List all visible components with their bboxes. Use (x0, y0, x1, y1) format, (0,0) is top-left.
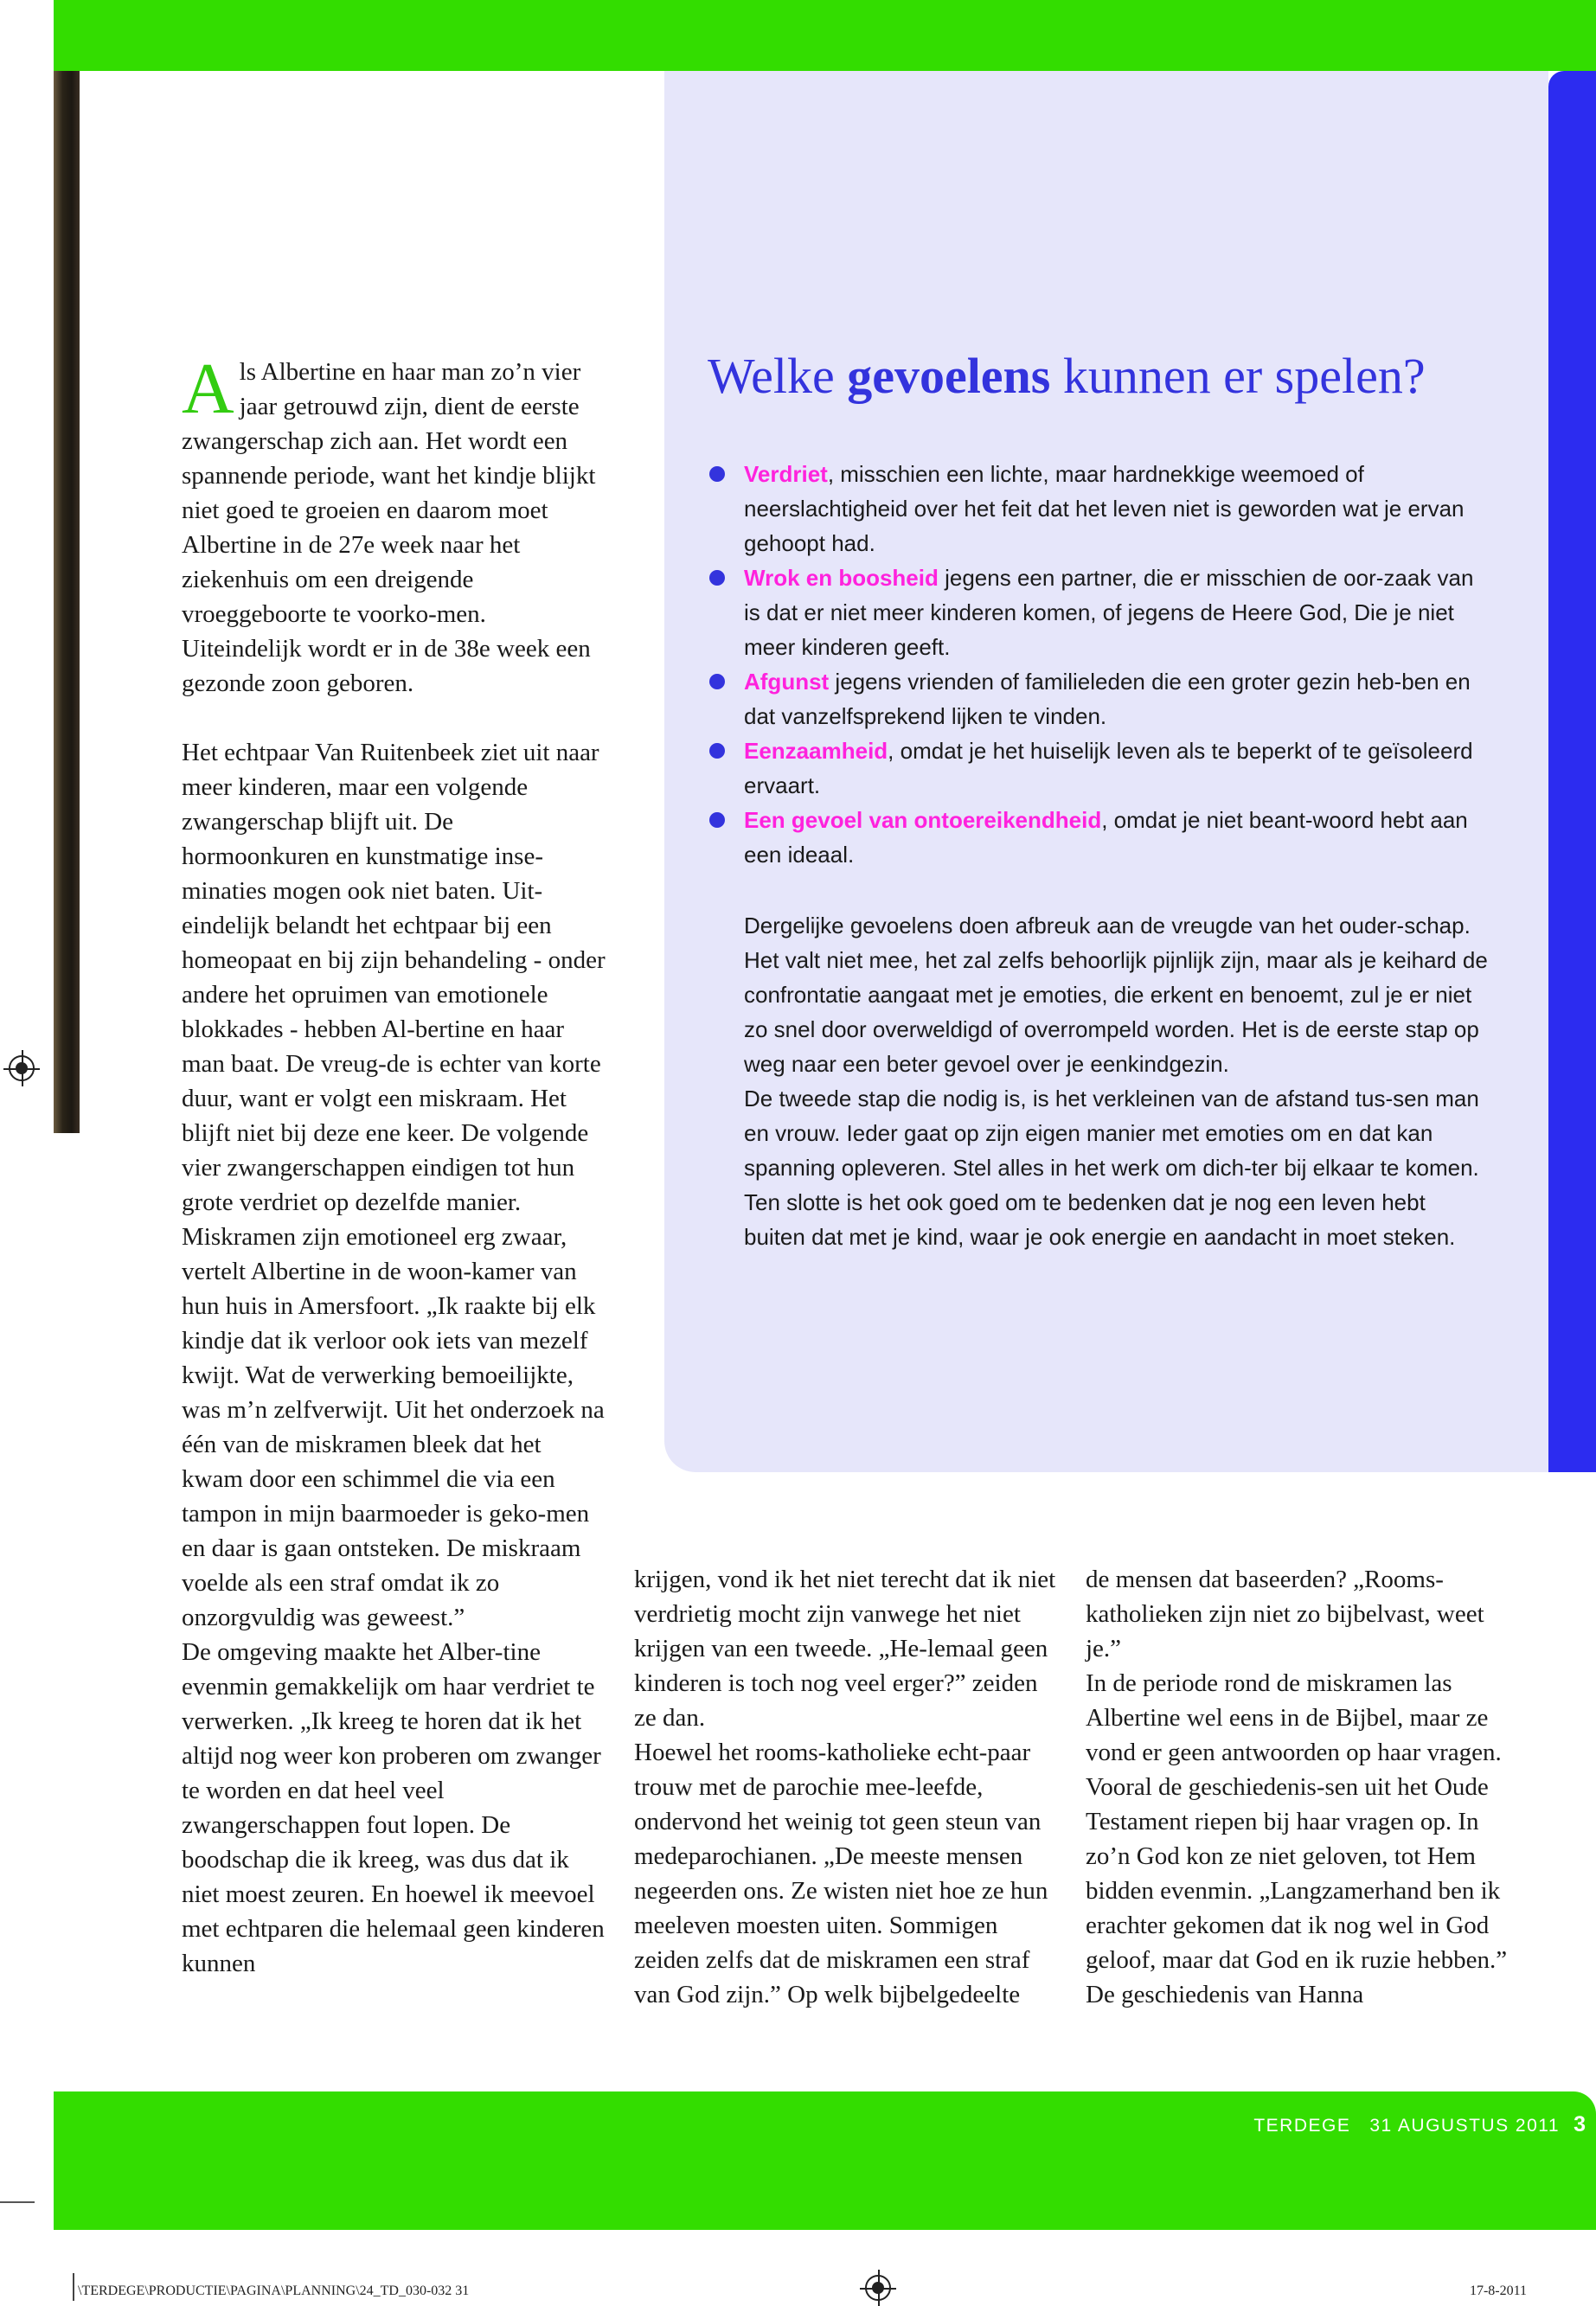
drop-cap: A (182, 349, 234, 429)
list-item: Eenzaamheid, omdat je het huiselijk leven als te beperkt of te geïsoleerd ervaart. (709, 733, 1488, 803)
registration-mark-icon (865, 2275, 891, 2301)
bullet-icon (709, 674, 725, 689)
body-paragraph: Hoewel het rooms-katholieke echt-paar trouw met de parochie mee-leefde, ondervond het weinig tot geen steun van medeparochianen. „De meeste mensen negeerden ons. Ze wisten niet hoe ze hun meeleven moesten uiten. Sommigen zeiden zelfs dat de miskramen een straf van God zijn.” Op welk bijbelgedeelte (634, 1739, 1048, 2008)
bullet-icon (709, 570, 725, 586)
slug-date: 17-8-2011 (1469, 2284, 1527, 2298)
list-item: Afgunst jegens vrienden of familieleden die een groter gezin heb-ben en dat vanzelfsprekend lijken te vinden. (709, 664, 1488, 733)
intro-text: vier jaar getrouwd zijn, dient de eerste zwangerschap zich aan. Het wordt een spannende periode, want het kindje blijkt niet goed te groeien en daarom moet Albertine in de 27e week naar het ziekenhuis om een dreigende vroeggeboorte te voorko-men. Uiteindelijk wordt er in de 38e week een gezonde zoon geboren. (182, 358, 596, 697)
crop-mark (73, 2273, 74, 2301)
feelings-list (709, 457, 1488, 872)
magazine-name: TERDEGE (1253, 2116, 1351, 2136)
bullet-icon (709, 812, 725, 828)
intro-first-line: ls Albertine en haar man zo’n (239, 358, 535, 386)
bullet-icon (709, 466, 725, 482)
article-column-3 (1086, 1562, 1509, 2012)
crop-mark (0, 2201, 35, 2203)
intro-paragraph (182, 349, 606, 701)
sidebar-paragraph: Ten slotte is het ook goed om te bedenken dat je nog een leven hebt buiten dat met je kind, waar je ook energie en aandacht in moet steken. (744, 1189, 1456, 1250)
sidebar-title: Welke gevoelens kunnen er spelen? (708, 348, 1426, 404)
list-item: Wrok en boosheid jegens een partner, die er misschien de oor-zaak van is dat er niet meer kinderen komen, of jegens de Heere God, Die je niet meer kinderen geeft. (709, 560, 1488, 664)
sidebar-paragraph: De tweede stap die nodig is, is het verkleinen van de afstand tus-sen man en vrouw. Ieder gaat op zijn eigen manier met emoties om en dat kan spanning opleveren. Stel alles in het werk om dich-ter bij elkaar te komen. (744, 1086, 1479, 1181)
sidebar-body (744, 908, 1488, 1254)
blue-stripe (1548, 71, 1596, 1472)
page-footer (1253, 2112, 1586, 2137)
sidebar-paragraph: Dergelijke gevoelens doen afbreuk aan de vreugde van het ouder-schap. Het valt niet mee, het zal zelfs behoorlijk pijnlijk zijn, maar als je keihard de confrontatie aangaat met je emoties, die erkent en benoemt, zul je er niet zo snel door overweldigd of overrompeld worden. Het is de eerste stap op weg naar een beter gevoel over je eenkindgezin. (744, 913, 1488, 1077)
body-paragraph: In de periode rond de miskramen las Albertine wel eens in de Bijbel, maar ze vond er geen antwoorden op haar vragen. Vooral de geschiedenis-sen uit het Oude Testament riepen bij haar vragen op. In zo’n God kon ze niet geloven, tot Hem bidden evenmin. „Langzamerhand ben ik erachter gekomen dat ik nog wel in God geloof, maar dat God en ik ruzie hebben.” De geschiedenis van Hanna (1086, 1669, 1508, 2008)
registration-mark-icon (9, 1055, 35, 1081)
page-number: 3 (1574, 2112, 1586, 2136)
body-paragraph: Het echtpaar Van Ruitenbeek ziet uit naar meer kinderen, maar een volgende zwangerschap blijft uit. De hormoonkuren en kunstmatige inse-minaties mogen ook niet baten. Uit-eindelijk belandt het echtpaar bij een homeopaat en bij zijn behandeling - onder andere het opruimen van emotionele blokkades - hebben Al-bertine en haar man baat. De vreug-de is echter van korte duur, want er volgt een miskraam. Het blijft niet bij deze ene keer. De volgende vier zwangerschappen eindigen tot hun grote verdriet op dezelfde manier. Miskramen zijn emotioneel erg zwaar, vertelt Albertine in de woon-kamer van hun huis in Amersfoort. „Ik raakte bij elk kindje dat ik verloor ook iets van mezelf kwijt. Wat de verwerking bemoeilijkte, was m’n zelfverwijt. Uit het onderzoek na één van de miskramen bleek dat het kwam door een schimmel die via een tampon in mijn baarmoeder is geko-men en daar is gaan ontsteken. De miskraam voelde als een straf omdat ik zo onzorgvuldig was geweest.” (182, 739, 606, 1631)
article-column-1 (182, 349, 606, 1981)
body-paragraph: krijgen, vond ik het niet terecht dat ik niet verdrietig mocht zijn vanwege het niet krijgen van een tweede. „He-lemaal geen kinderen is toch nog veel erger?” zeiden ze dan. (634, 1566, 1056, 1732)
top-green-band (54, 0, 1596, 71)
list-item: Een gevoel van ontoereikendheid, omdat je niet beant-woord hebt aan een ideaal. (709, 803, 1488, 872)
body-paragraph: de mensen dat baseerden? „Rooms-katholieken zijn niet zo bijbelvast, weet je.” (1086, 1566, 1484, 1662)
photo-strip (54, 71, 80, 1133)
bullet-icon (709, 743, 725, 759)
issue-date: 31 AUGUSTUS 2011 (1369, 2116, 1561, 2136)
slug-path: \TERDEGE\PRODUCTIE\PAGINA\PLANNING\24_TD_030-032 31 (78, 2284, 470, 2298)
body-paragraph: De omgeving maakte het Alber-tine evenmin gemakkelijk om haar verdriet te verwerken. „Ik kreeg te horen dat ik het altijd nog weer kon proberen om zwanger te worden en dat heel veel zwangerschappen fout lopen. De boodschap die ik kreeg, was dus dat ik niet moest zeuren. En hoewel ik meevoel met echtparen die helemaal geen kinderen kunnen (182, 1638, 605, 1977)
list-item: Verdriet, misschien een lichte, maar hardnekkige weemoed of neerslachtigheid over het feit dat het leven niet is geworden wat je ervan gehoopt had. (709, 457, 1488, 560)
article-column-2 (634, 1562, 1058, 2012)
